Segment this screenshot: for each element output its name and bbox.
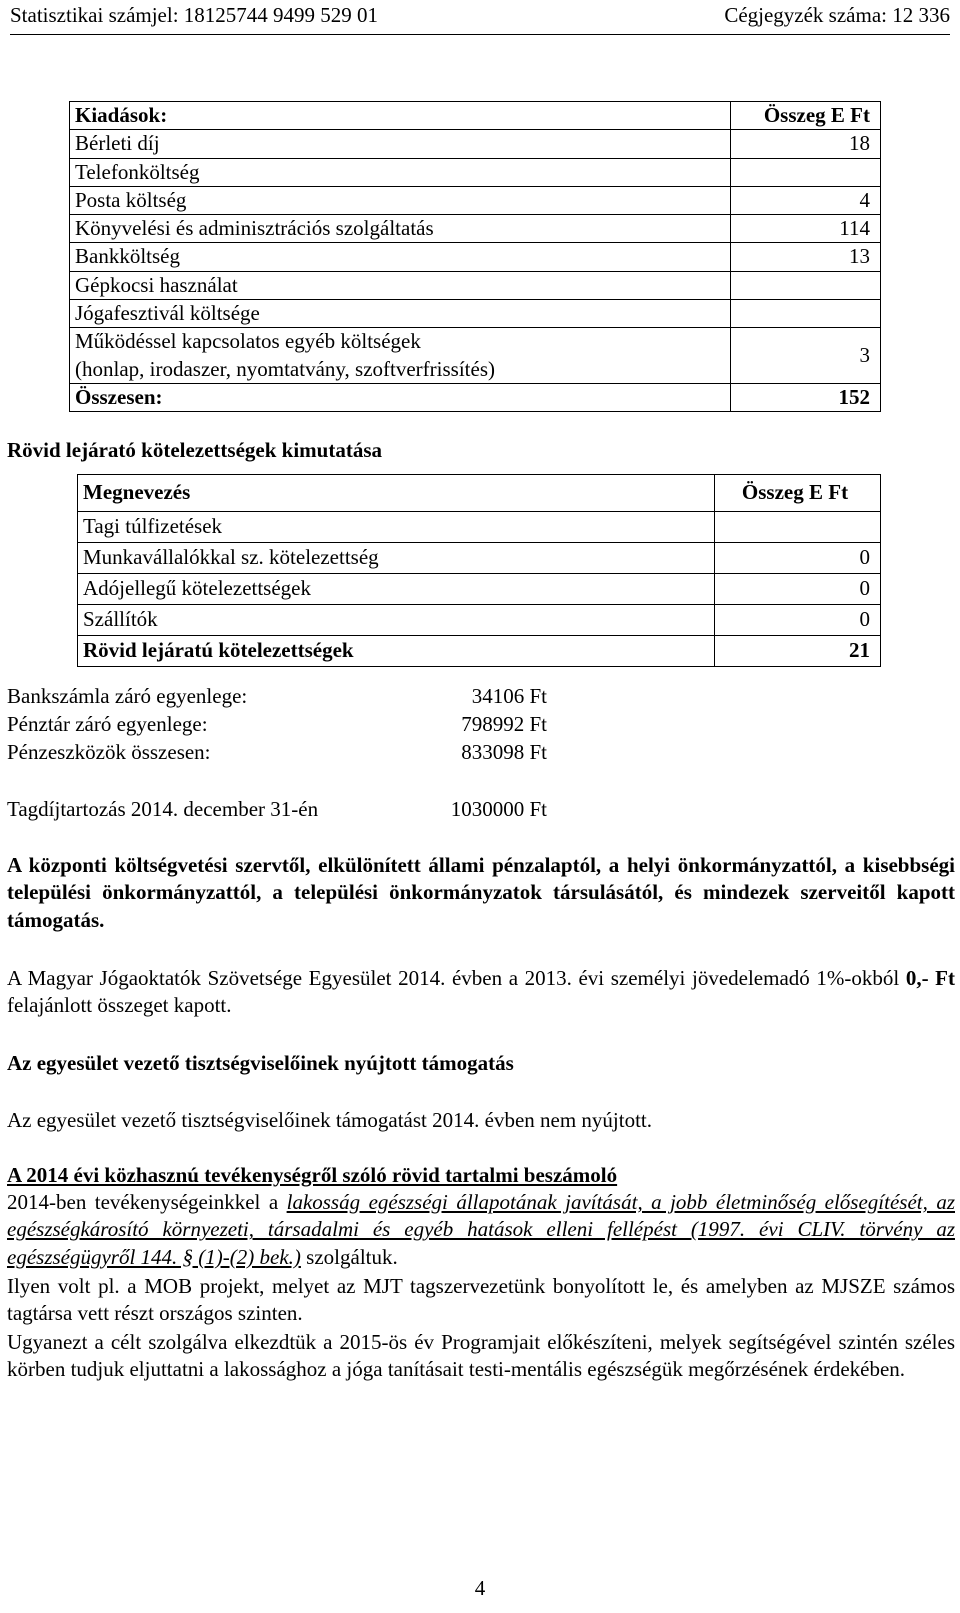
funds-total-label: Pénzeszközök összesen: xyxy=(7,740,211,764)
expenses-total-label: Összesen: xyxy=(70,383,731,411)
expense-value xyxy=(731,158,881,186)
report-text-emphasis: lakosság egészségi állapotának javítását, a jobb életminőség elősegítését, az egészségkárosító környezeti, társadalmi és egyéb hatások elleni fellépést (1997. évi CLIV. törvény az egészségügyről 144. § (1)-(2) bek.) xyxy=(7,1190,955,1269)
table-row xyxy=(70,130,881,158)
expenses-total-value: 152 xyxy=(731,383,881,411)
table-row xyxy=(70,158,881,186)
expense-label: Posta költség xyxy=(70,186,731,214)
table-row xyxy=(70,300,881,328)
expense-label: Bérleti díj xyxy=(70,130,731,158)
report-text-c: szolgáltuk. xyxy=(300,1244,398,1269)
expense-value: 18 xyxy=(731,130,881,158)
liability-value: 0 xyxy=(715,605,881,636)
total-row xyxy=(78,636,881,667)
expense-value xyxy=(731,271,881,299)
expenses-table xyxy=(69,101,881,412)
report-paragraph-2: Ilyen volt pl. a MOB projekt, melyet az MJT tagszervezetünk bonyolított le, és amelyben az MJSZE számos tagtársa vett részt országos szinten. xyxy=(7,1274,955,1326)
liability-value: 0 xyxy=(715,574,881,605)
liabilities-amount-header: Összeg E Ft xyxy=(715,475,881,512)
table-row xyxy=(78,605,881,636)
liability-label: Szállítók xyxy=(78,605,715,636)
table-row xyxy=(70,328,881,384)
table-row xyxy=(78,512,881,543)
table-row xyxy=(70,271,881,299)
page-number: 4 xyxy=(474,1576,486,1600)
cash-balance-label: Pénztár záró egyenlege: xyxy=(7,712,208,736)
support-text-c: felajánlott összeget kapott. xyxy=(7,993,232,1018)
funds-total-row xyxy=(7,739,547,766)
other-line2: (honlap, irodaszer, nyomtatvány, szoftverfrissítés) xyxy=(75,356,495,381)
expense-value xyxy=(731,300,881,328)
expense-value: 3 xyxy=(731,328,881,384)
expense-value: 114 xyxy=(731,215,881,243)
report-text-a: 2014-ben tevékenységeinkkel a xyxy=(7,1190,287,1214)
expenses-title: Kiadások: xyxy=(70,102,731,130)
expense-label: Könyvelési és adminisztrációs szolgáltatás xyxy=(70,215,731,243)
funds-total-value: 833098 Ft xyxy=(461,740,547,764)
other-line1: Működéssel kapcsolatos egyéb költségek xyxy=(75,329,421,354)
support-amount: 0,- Ft xyxy=(905,966,955,990)
registry-number: Cégjegyzék száma: 12 336 xyxy=(724,3,950,27)
support-paragraph xyxy=(7,965,955,1020)
liability-label: Tagi túlfizetések xyxy=(78,512,715,543)
expense-label: Gépkocsi használat xyxy=(70,271,731,299)
expenses-amount-header: Összeg E Ft xyxy=(731,102,881,130)
table-row xyxy=(70,215,881,243)
bank-balance-row xyxy=(7,683,547,710)
liability-value xyxy=(715,512,881,543)
report-paragraph-3: Ugyanezt a célt szolgálva elkezdtük a 2015-ös év Programjait előkészíteni, melyek segítségével szintén széles körben tudjuk eljuttatni a lakossághoz a jóga tanításait testi-mentális egészségük megőrzésének érdekében. xyxy=(7,1330,955,1382)
total-row xyxy=(70,383,881,411)
arrears-row xyxy=(7,796,547,823)
liability-label: Adójellegű kötelezettségek xyxy=(78,574,715,605)
support-heading: A központi költségvetési szervtől, elkülönített állami pénzalaptól, a helyi önkormányzattól, a kisebbségi települési önkormányzattól, a települési önkormányzatok társulásától, és mindezek szerveitől kapott támogatás. xyxy=(7,853,955,932)
table-row xyxy=(78,574,881,605)
arrears-label: Tagdíjtartozás 2014. december 31-én xyxy=(7,797,319,821)
liabilities-total-value: 21 xyxy=(715,636,881,667)
cash-balance-value: 798992 Ft xyxy=(461,712,547,736)
expense-value: 4 xyxy=(731,186,881,214)
expense-label: Bankköltség xyxy=(70,243,731,271)
liabilities-total-label: Rövid lejáratú kötelezettségek xyxy=(78,636,715,667)
liability-label: Munkavállalókkal sz. kötelezettség xyxy=(78,543,715,574)
liabilities-title: Rövid lejárató kötelezettségek kimutatása xyxy=(7,438,383,462)
table-row xyxy=(70,186,881,214)
officers-heading: Az egyesület vezető tisztségviselőinek nyújtott támogatás xyxy=(7,1051,514,1075)
expense-label-other xyxy=(70,328,731,384)
expense-label: Jógafesztivál költsége xyxy=(70,300,731,328)
liabilities-name-header: Megnevezés xyxy=(78,475,715,512)
arrears-value: 1030000 Ft xyxy=(450,797,547,821)
support-text-a: A Magyar Jógaoktatók Szövetsége Egyesület 2014. évben a 2013. évi személyi jövedelemadó 1%-okból xyxy=(7,966,906,990)
report-heading: A 2014 évi közhasznú tevékenységről szóló rövid tartalmi beszámoló xyxy=(7,1163,618,1187)
expense-label: Telefonköltség xyxy=(70,158,731,186)
liabilities-table xyxy=(77,474,881,667)
liability-value: 0 xyxy=(715,543,881,574)
cash-balance-row xyxy=(7,711,547,738)
report-paragraph-1 xyxy=(7,1189,955,1271)
table-row xyxy=(78,543,881,574)
officers-text: Az egyesület vezető tisztségviselőinek támogatást 2014. évben nem nyújtott. xyxy=(7,1108,653,1132)
statistical-number: Statisztikai számjel: 18125744 9499 529 01 xyxy=(10,3,379,27)
table-row xyxy=(70,243,881,271)
bank-balance-label: Bankszámla záró egyenlege: xyxy=(7,684,248,708)
expense-value: 13 xyxy=(731,243,881,271)
bank-balance-value: 34106 Ft xyxy=(471,684,547,708)
page-header xyxy=(10,2,950,35)
